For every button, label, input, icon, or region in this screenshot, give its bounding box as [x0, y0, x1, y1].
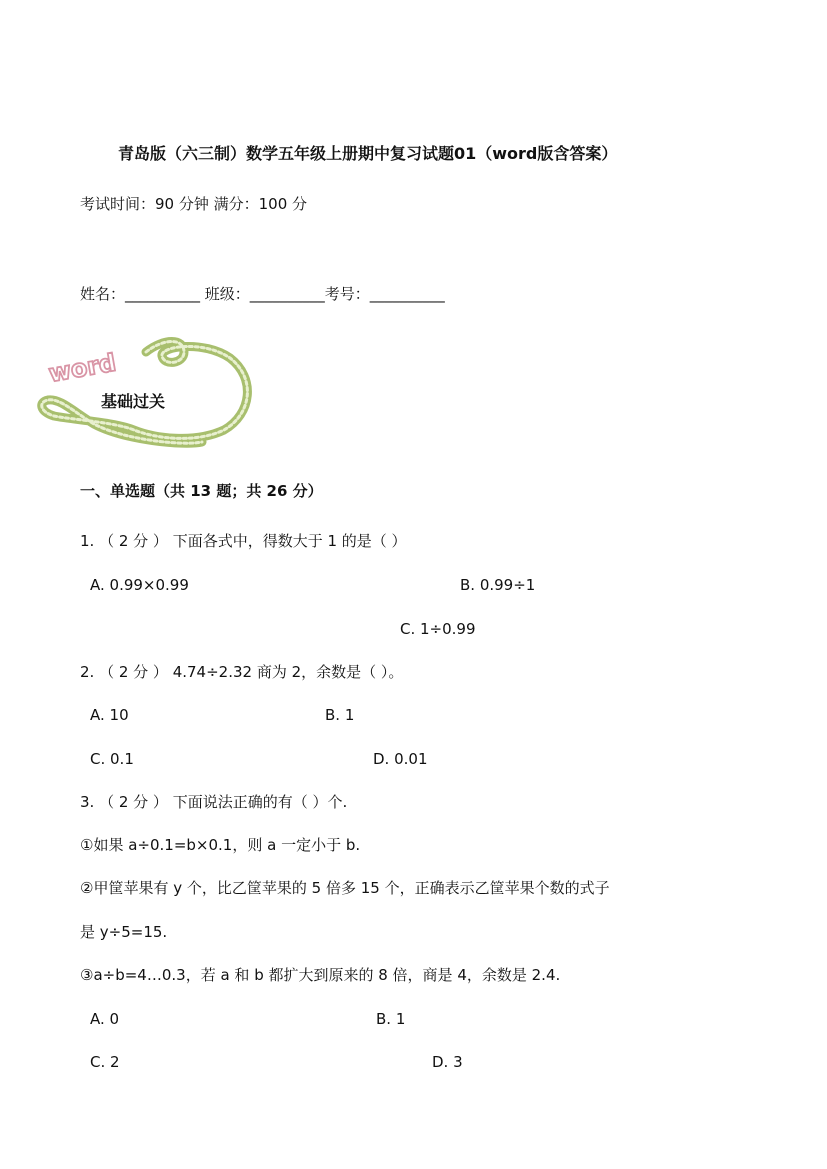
- question-1-option-b: B. 0.99÷1: [460, 576, 536, 594]
- question-2-option-c: C. 0.1: [90, 750, 134, 768]
- question-3-statement-1: ①如果 a÷0.1=b×0.1，则 a 一定小于 b.: [80, 836, 361, 854]
- question-3-option-c: C. 2: [90, 1053, 120, 1071]
- badge-label: 基础过关: [101, 392, 166, 411]
- exam-info: 考试时间：90 分钟 满分：100 分: [80, 195, 308, 213]
- question-3-option-a: A. 0: [90, 1010, 120, 1028]
- question-3-statement-3: ③a÷b=4…0.3，若 a 和 b 都扩大到原来的 8 倍，商是 4，余数是 2.4.: [80, 966, 561, 984]
- question-2-option-b: B. 1: [325, 706, 355, 724]
- question-2-option-a: A. 10: [90, 706, 129, 724]
- question-1-option-c: C. 1÷0.99: [400, 620, 476, 638]
- section-heading: 一、单选题（共 13 题；共 26 分）: [80, 482, 323, 500]
- question-2-stem: 2. （ 2 分 ） 4.74÷2.32 商为 2，余数是（ ）。: [80, 663, 404, 681]
- question-2-option-d: D. 0.01: [373, 750, 428, 768]
- question-3-option-d: D. 3: [432, 1053, 463, 1071]
- badge-word-text: word: [46, 348, 119, 388]
- question-3-stem: 3. （ 2 分 ） 下面说法正确的有（ ）个.: [80, 793, 348, 811]
- student-info-fields: 姓名：__________ 班级：__________考号：__________: [80, 285, 445, 303]
- question-1-option-a: A. 0.99×0.99: [90, 576, 189, 594]
- question-3-option-b: B. 1: [376, 1010, 406, 1028]
- question-3-statement-2-line-1: ②甲筐苹果有 y 个，比乙筐苹果的 5 倍多 15 个，正确表示乙筐苹果个数的式子: [80, 879, 610, 897]
- question-1-stem: 1. （ 2 分 ） 下面各式中，得数大于 1 的是（ ）: [80, 532, 407, 550]
- question-3-statement-2-line-2: 是 y÷5=15.: [80, 923, 168, 941]
- document-title: 青岛版（六三制）数学五年级上册期中复习试题01（word版含答案）: [118, 144, 618, 163]
